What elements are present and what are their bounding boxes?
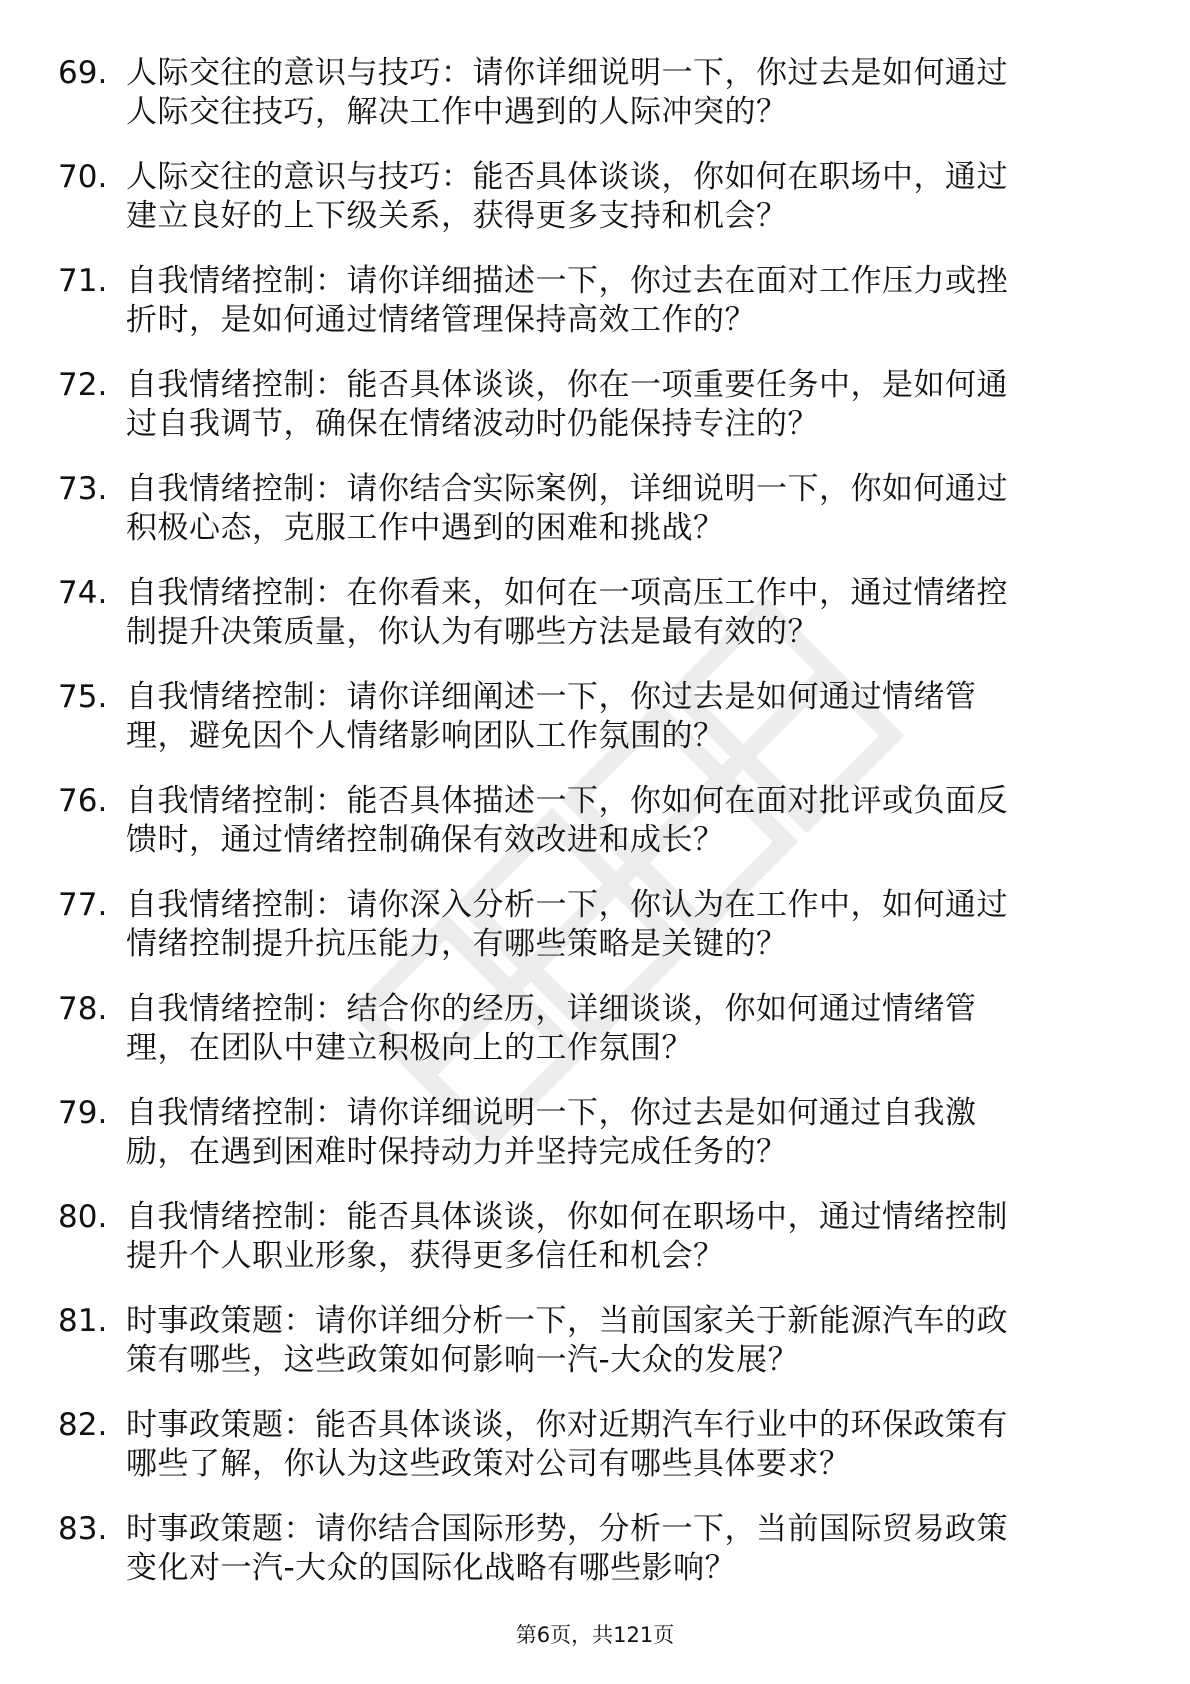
list-item [58, 365, 1128, 469]
question-number: 82. [58, 1407, 108, 1443]
question-text-line-1: 自我情绪控制：能否具体描述一下，你如何在面对批评或负面反 [126, 783, 1008, 819]
question-text-line-1: 自我情绪控制：请你深入分析一下，你认为在工作中，如何通过 [126, 887, 1008, 923]
question-text-line-1: 自我情绪控制：能否具体谈谈，你如何在职场中，通过情绪控制 [126, 1199, 1008, 1235]
question-number: 75. [58, 679, 108, 715]
list-item [58, 677, 1128, 781]
list-item [58, 1301, 1128, 1405]
question-text-line-2: 人际交往技巧，解决工作中遇到的人际冲突的？ [126, 94, 788, 130]
question-text-line-2: 提升个人职业形象，获得更多信任和机会？ [126, 1238, 725, 1274]
question-number: 72. [58, 367, 108, 403]
page-number-footer: 第6页，共121页 [515, 1623, 675, 1647]
question-text-line-1: 自我情绪控制：请你详细描述一下，你过去在面对工作压力或挫 [126, 263, 1008, 299]
question-number: 77. [58, 887, 108, 923]
question-number: 69. [58, 55, 108, 91]
list-item [58, 885, 1128, 989]
list-item [58, 1405, 1128, 1509]
question-text-line-2: 制提升决策质量，你认为有哪些方法是最有效的？ [126, 614, 819, 650]
list-item [58, 1093, 1128, 1197]
list-item [58, 157, 1128, 261]
question-number: 83. [58, 1511, 108, 1547]
list-item [58, 261, 1128, 365]
question-text-line-2: 哪些了解，你认为这些政策对公司有哪些具体要求？ [126, 1446, 851, 1482]
list-item [58, 781, 1128, 885]
question-text-line-1: 自我情绪控制：结合你的经历，详细谈谈，你如何通过情绪管 [126, 991, 977, 1027]
question-text-line-2: 励，在遇到困难时保持动力并坚持完成任务的？ [126, 1134, 788, 1170]
question-number: 80. [58, 1199, 108, 1235]
question-text-line-1: 自我情绪控制：请你详细阐述一下，你过去是如何通过情绪管 [126, 679, 977, 715]
question-number: 71. [58, 263, 108, 299]
question-text-line-2: 理，在团队中建立积极向上的工作氛围？ [126, 1030, 693, 1066]
question-text-line-2: 馈时，通过情绪控制确保有效改进和成长？ [126, 822, 725, 858]
question-text-line-1: 自我情绪控制：能否具体谈谈，你在一项重要任务中，是如何通 [126, 367, 1008, 403]
question-number: 76. [58, 783, 108, 819]
question-text-line-2: 理，避免因个人情绪影响团队工作氛围的？ [126, 718, 725, 754]
question-text-line-1: 时事政策题：请你详细分析一下，当前国家关于新能源汽车的政 [126, 1303, 1008, 1339]
question-text-line-2: 折时，是如何通过情绪管理保持高效工作的？ [126, 302, 756, 338]
question-text-line-2: 情绪控制提升抗压能力，有哪些策略是关键的？ [126, 926, 788, 962]
question-text-line-2: 积极心态，克服工作中遇到的困难和挑战？ [126, 510, 725, 546]
question-text-line-2: 策有哪些，这些政策如何影响一汽-大众的发展？ [126, 1342, 800, 1378]
question-text-line-1: 自我情绪控制：请你详细说明一下，你过去是如何通过自我激 [126, 1095, 977, 1131]
question-number: 79. [58, 1095, 108, 1131]
question-text-line-1: 自我情绪控制：在你看来，如何在一项高压工作中，通过情绪控 [126, 575, 1008, 611]
question-text-line-2: 建立良好的上下级关系，获得更多支持和机会？ [126, 198, 788, 234]
question-number: 78. [58, 991, 108, 1027]
question-number: 73. [58, 471, 108, 507]
question-text-line-2: 过自我调节，确保在情绪波动时仍能保持专注的？ [126, 406, 819, 442]
list-item [58, 1509, 1128, 1613]
question-text-line-1: 自我情绪控制：请你结合实际案例，详细说明一下，你如何通过 [126, 471, 1008, 507]
question-number: 81. [58, 1303, 108, 1339]
question-text-line-1: 时事政策题：请你结合国际形势，分析一下，当前国际贸易政策 [126, 1511, 1008, 1547]
question-list [58, 53, 1128, 1613]
question-number: 70. [58, 159, 108, 195]
question-text-line-2: 变化对一汽-大众的国际化战略有哪些影响？ [126, 1550, 737, 1586]
list-item [58, 53, 1128, 157]
list-item [58, 573, 1128, 677]
question-number: 74. [58, 575, 108, 611]
list-item [58, 989, 1128, 1093]
list-item [58, 469, 1128, 573]
question-text-line-1: 人际交往的意识与技巧：请你详细说明一下，你过去是如何通过 [126, 55, 1008, 91]
question-text-line-1: 时事政策题：能否具体谈谈，你对近期汽车行业中的环保政策有 [126, 1407, 1008, 1443]
list-item [58, 1197, 1128, 1301]
question-text-line-1: 人际交往的意识与技巧：能否具体谈谈，你如何在职场中，通过 [126, 159, 1008, 195]
